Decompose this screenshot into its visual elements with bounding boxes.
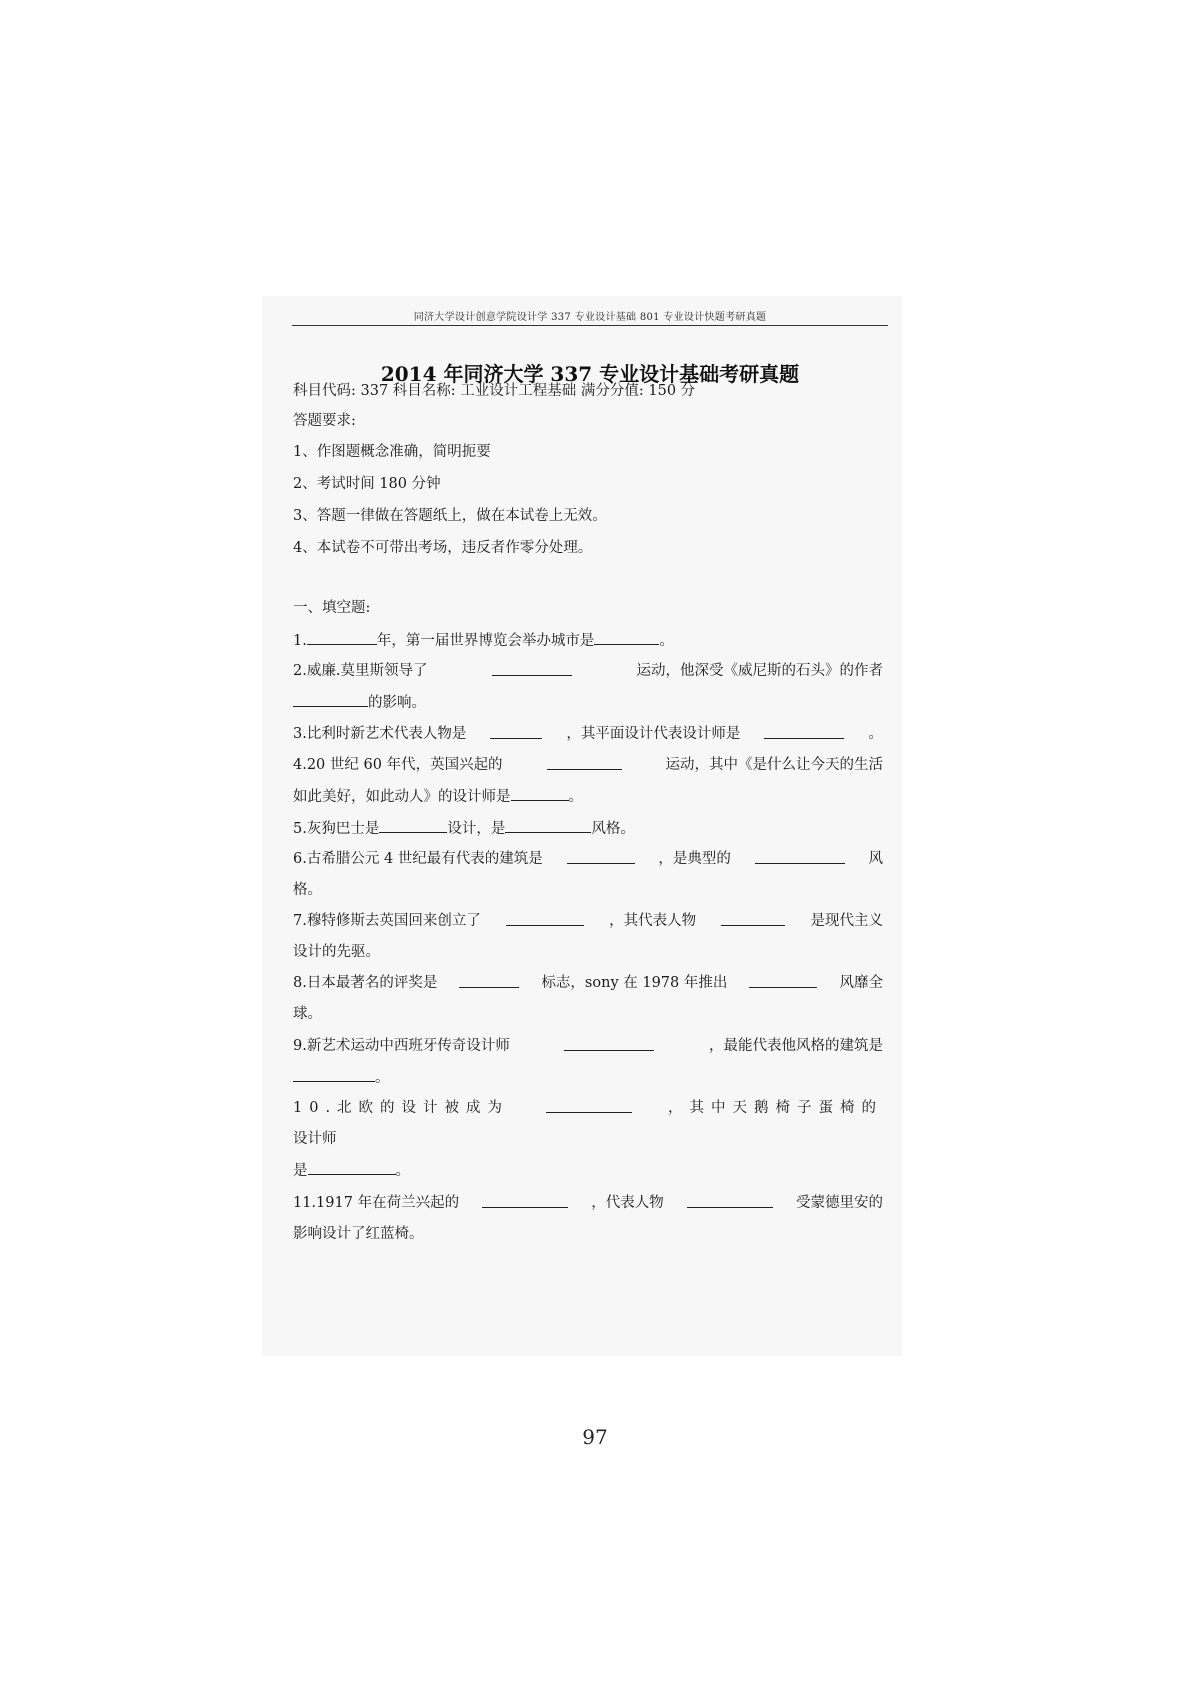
answer-blank [749, 973, 817, 988]
question-1 [293, 630, 883, 651]
answer-blank [567, 849, 635, 864]
question-text: 。 [868, 726, 883, 742]
answer-blank [307, 630, 377, 645]
question-8 [293, 973, 883, 993]
question-9 [293, 1036, 883, 1056]
question-9-continued [293, 1067, 883, 1088]
question-text: 是现代主义 [810, 913, 883, 929]
question-text: 。 [568, 789, 583, 805]
question-7-continued: 设计的先驱。 [293, 944, 380, 960]
question-text: 7.穆特修斯去英国回来创立了 [293, 913, 481, 929]
subject-info-line: 科目代码: 337 科目名称: 工业设计工程基础 满分分值: 150 分 [293, 383, 696, 399]
question-text: 1. [293, 633, 307, 649]
question-text: ，是典型的 [658, 851, 731, 867]
question-text: 风 [868, 851, 883, 867]
question-2 [293, 661, 883, 681]
requirement-item: 2、考试时间 180 分钟 [293, 476, 441, 492]
question-text: ，代表人物 [591, 1195, 664, 1211]
answer-blank [687, 1193, 773, 1208]
answer-blank [755, 849, 845, 864]
requirement-item: 4、本试卷不可带出考场，违反者作零分处理。 [293, 540, 593, 556]
requirements-heading: 答题要求: [293, 413, 356, 429]
question-text: ，其平面设计代表设计师是 [566, 726, 741, 742]
question-2-continued [293, 692, 883, 713]
question-text: 6.古希腊公元 4 世纪最有代表的建筑是 [293, 851, 543, 867]
answer-blank [482, 1193, 568, 1208]
question-text: 年，第一届世界博览会举办城市是 [376, 633, 595, 649]
question-text: 设计，是 [447, 821, 506, 837]
question-text: 的影响。 [368, 695, 426, 711]
answer-blank [546, 1098, 632, 1113]
question-5 [293, 818, 883, 839]
question-11-continued: 影响设计了红蓝椅。 [293, 1226, 424, 1242]
question-text: 。 [395, 1163, 410, 1179]
answer-blank [547, 755, 622, 770]
answer-blank [505, 818, 591, 833]
question-7 [293, 911, 883, 931]
question-6-continued: 格。 [293, 882, 322, 898]
exam-title: 2014 年同济大学 337 专业设计基础考研真题 [380, 362, 800, 386]
question-10 [293, 1098, 883, 1118]
answer-blank [492, 661, 572, 676]
requirement-item: 3、答题一律做在答题纸上，做在本试卷上无效。 [293, 508, 607, 524]
question-text: 运动，他深受《威尼斯的石头》的作者 [636, 663, 883, 679]
question-text: 。 [375, 1070, 390, 1086]
question-text: 风格。 [591, 821, 635, 837]
question-text: 标志，sony 在 1978 年推出 [541, 975, 728, 991]
question-text: ，其代表人物 [609, 913, 697, 929]
question-4-continued [293, 786, 883, 807]
answer-blank [308, 1160, 396, 1175]
question-text: 4.20 世纪 60 年代，英国兴起的 [293, 757, 503, 773]
question-text: 3.比利时新艺术代表人物是 [293, 726, 467, 742]
question-text: 10.北欧的设计被成为 [293, 1100, 510, 1116]
question-text: 受蒙德里安的 [795, 1195, 883, 1211]
question-text: ，其中天鹅椅子蛋椅的 [668, 1100, 883, 1116]
question-text: 风靡全 [839, 975, 883, 991]
question-text: 11.1917 年在荷兰兴起的 [293, 1195, 460, 1211]
question-text: ，最能代表他风格的建筑是 [709, 1038, 883, 1054]
answer-blank [459, 973, 519, 988]
header-rule [292, 325, 888, 326]
answer-blank [293, 1067, 375, 1082]
answer-blank [764, 724, 844, 739]
question-text: 9.新艺术运动中西班牙传奇设计师 [293, 1038, 510, 1054]
answer-blank [506, 911, 584, 926]
answer-blank [594, 630, 659, 645]
requirement-item: 1、作图题概念准确，简明扼要 [293, 444, 491, 460]
question-text: 8.日本最著名的评奖是 [293, 975, 438, 991]
question-10-continued: 设计师 [293, 1131, 337, 1147]
question-6 [293, 849, 883, 869]
answer-blank [379, 818, 447, 833]
question-text: 2.威廉.莫里斯领导了 [293, 663, 428, 679]
question-text: 5.灰狗巴士是 [293, 821, 380, 837]
answer-blank [490, 724, 542, 739]
question-text: 运动，其中《是什么让今天的生活 [665, 757, 883, 773]
running-header: 同济大学设计创意学院设计学 337 专业设计基础 801 专业设计快题考研真题 [413, 312, 767, 323]
question-8-continued: 球。 [293, 1006, 322, 1022]
question-11 [293, 1193, 883, 1213]
question-10-continued [293, 1160, 883, 1181]
question-4 [293, 755, 883, 775]
question-text: 是 [293, 1163, 308, 1179]
answer-blank [293, 692, 368, 707]
question-text: 。 [659, 633, 674, 649]
answer-blank [511, 786, 569, 801]
page-number: 97 [582, 1425, 608, 1449]
answer-blank [721, 911, 785, 926]
answer-blank [564, 1036, 654, 1051]
question-text: 如此美好，如此动人》的设计师是 [293, 789, 511, 805]
section-heading: 一、填空题: [293, 600, 371, 616]
question-3 [293, 724, 883, 744]
